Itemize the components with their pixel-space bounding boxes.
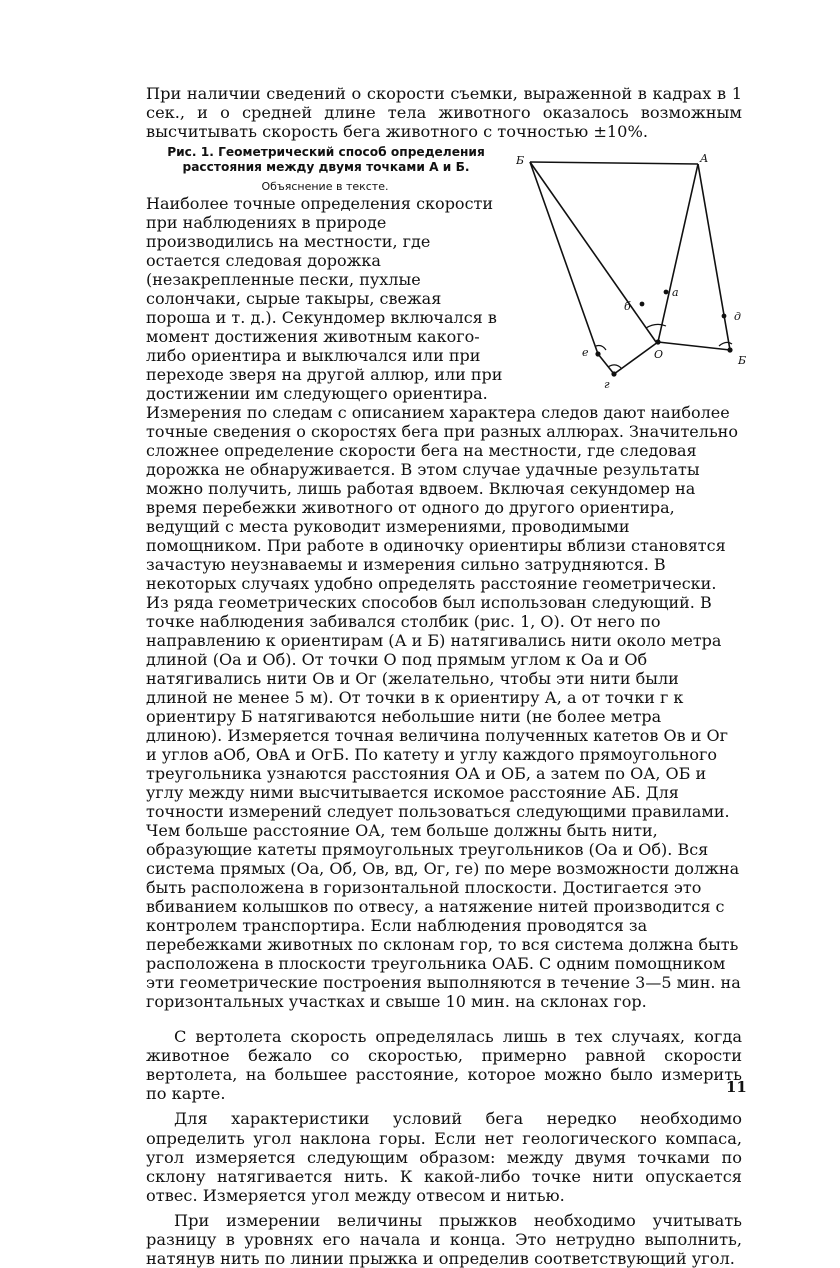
point-d — [722, 314, 727, 319]
paragraph-3: С вертолета скорость определялась лишь в тех случаях, когда животное бежало со скоростью, примерно равной скорости вертолета, на большее расстояние, которое можно было измерить по карте. — [146, 1027, 742, 1104]
label-b-small: б — [624, 300, 631, 314]
point-bb — [727, 348, 732, 353]
line-ab — [530, 162, 698, 164]
figure-note: Объяснение в тексте. — [261, 180, 389, 194]
label-a-small: а — [672, 286, 679, 300]
angle-arc-e — [596, 346, 606, 351]
point-a — [664, 290, 669, 295]
label-g: г — [604, 378, 610, 392]
figure-caption: Рис. 1. Геометрический способ определения расстояния между двумя точками А и Б. — [167, 145, 485, 174]
geometric-diagram — [516, 150, 752, 394]
paragraph-1: При наличии сведений о скорости съемки, выраженной в кадрах в 1 сек., и о средней длине тела животного оказалось возможным высчитывать скорость бега животного с точностью ±10%. — [146, 84, 742, 142]
line-b-e — [530, 162, 598, 354]
point-g — [611, 372, 616, 377]
line-o-g — [614, 342, 658, 374]
label-e: е — [582, 346, 589, 360]
line-g-e — [598, 354, 614, 374]
line-a-d — [698, 164, 730, 350]
angle-arc-o — [646, 325, 666, 329]
line-a-o — [658, 164, 698, 342]
label-d: д — [734, 310, 741, 324]
point-e — [595, 352, 600, 357]
paragraph-2-text: Наиболее точные определения скорости при наблюдениях в природе производились на местности, где остается следовая дорожка (незакрепленные пески, пухлые солончаки, сырые такыры, свежая пороша и т. д.). Секундомер включался в момент достижения животным какого-либо ориентира и выключался или при переходе зверя на другой аллюр, или при достижении им следующего ориентира. Измерения по следам с описанием характера следов дают наиболее точные сведения о скоростях бега при разных аллюрах. Значительно сложнее определение скорости бега на местности, где следовая дорожка не обнаруживается. В этом случае удачные результаты можно получить, лишь работая вдвоем. Включая секундомер на время перебежки животного от одного до другого ориентира, ведущий с места руководит измерениями, проводимыми помощником. При работе в одиночку ориентиры вблизи становятся зачастую неузнаваемы и измерения сильно затрудняются. В некоторых случаях удобно определять расстояние геометрически. Из ряда геометрических способов был использован следующий. В точке наблюдения забивался столбик (рис. 1, О). От него по направлению к ориентирам (А и Б) натягивались нити около метра длиной (Оа и Об). От точки О под прямым углом к Оа и Об натягивались нити Ов и Ог (желательно, чтобы эти нити были длиной не менее 5 м). От точки в к ориентиру А, а от точки г к ориентиру Б натягиваются небольшие нити (не более метра длиною). Измеряется точная величина полученных катетов Ов и Ог и углов аОб, ОвА и ОгБ. По катету и углу каждого прямоугольного треугольника узнаются расстояния ОА и ОБ, а затем по ОА, ОБ и углу между ними высчитывается искомое расстояние АБ. Для точности измерений следует пользоваться следующими правилами. Чем больше расстояние ОА, тем больше должны быть нити, образующие катеты прямоугольных треугольников (Оа и Об). Вся система прямых (Оа, Об, Ов, вд, Ог, ге) по мере возможности должна быть расположена в горизонтальной плоскости. Достигается это вбиванием колышков по отвесу, а натяжение нитей производится с контролем транспортира. Если наблюдения проводятся за перебежками животных по склонам гор, то вся система должна быть расположена в плоскости треугольника ОАБ. С одним помощником эти геометрические построения выполняются в течение 3—5 мин. на горизонтальных участках и свыше 10 мин. на склонах гор. — [146, 194, 741, 1012]
point-b — [640, 302, 645, 307]
label-b-top: Б — [516, 154, 525, 168]
page-number: 11 — [726, 1078, 747, 1096]
label-b-bottom: Б — [738, 354, 747, 368]
page-content — [146, 84, 747, 1268]
angle-arc-d — [719, 343, 732, 347]
paragraph-5: При измерении величины прыжков необходимо учитывать разницу в уровнях его начала и конца. Это нетрудно выполнить, натянув нить по линии прыжка и определив соответствующий угол. — [146, 1210, 742, 1268]
line-b-o — [530, 162, 656, 342]
point-o — [655, 340, 660, 345]
label-o: О — [654, 348, 664, 362]
label-a-top: А — [700, 152, 709, 166]
figure-1 — [516, 150, 752, 394]
paragraph-4: Для характеристики условий бега нередко необходимо определить угол наклона горы. Если нет геологического компаса, угол измеряется следующим образом: между двумя точками по склону натягивается нить. К какой-либо точке нити опускается отвес. Измеряется угол между отвесом и нитью. — [146, 1109, 742, 1205]
